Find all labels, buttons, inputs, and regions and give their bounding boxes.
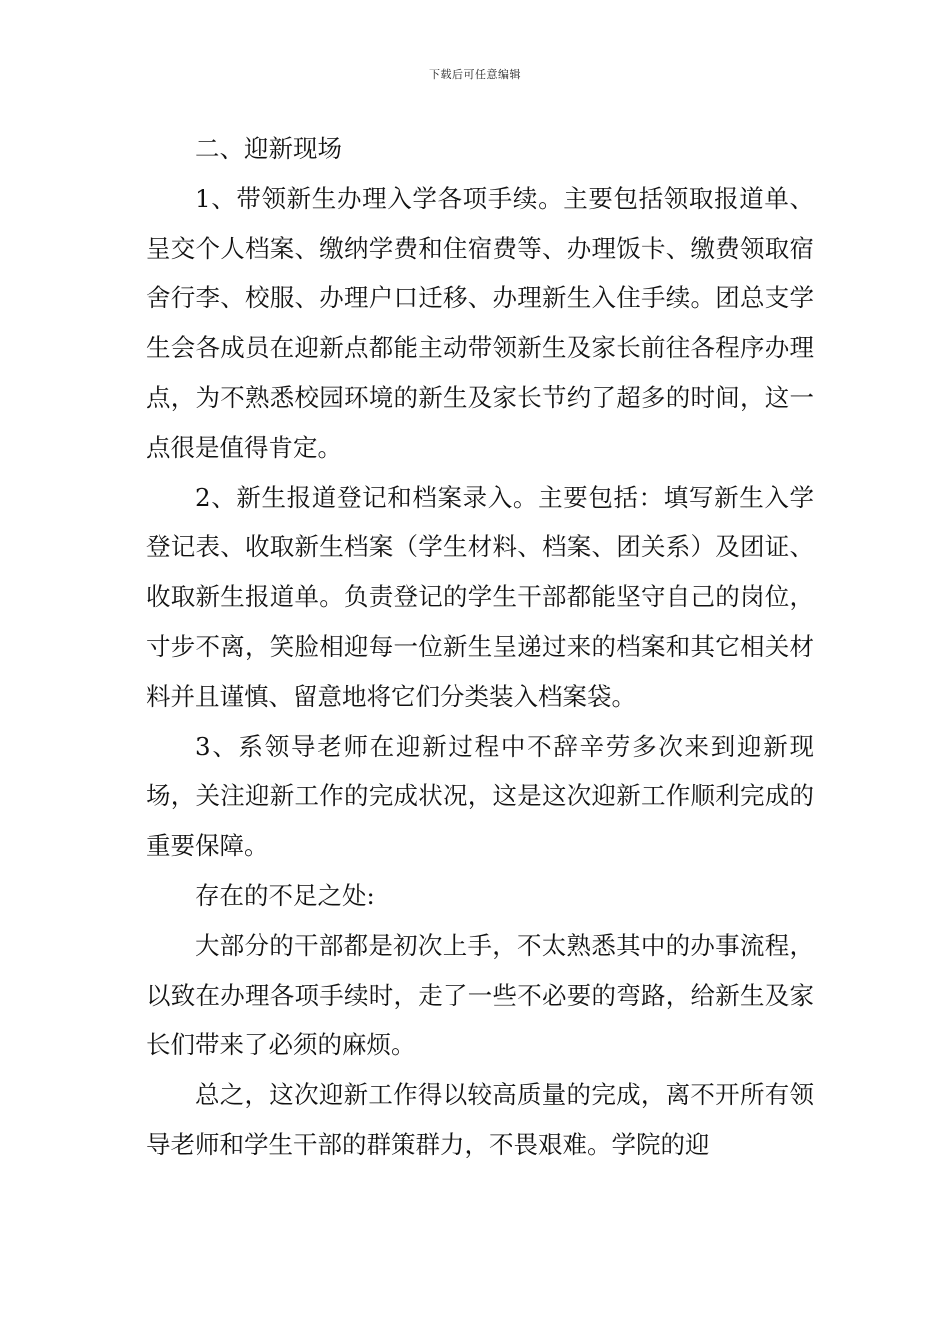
paragraph-2: 2、新生报道登记和档案录入。主要包括：填写新生入学登记表、收取新生档案（学生材料、档案、团关系）及团证、收取新生报道单。负责登记的学生干部都能坚守自己的岗位，寸步不离，笑脸相迎每一位新生呈递过来的档案和其它相关材料并且谨慎、留意地将它们分类装入档案袋。 <box>146 482 814 711</box>
page-header: 下载后可任意编辑 <box>429 68 521 81</box>
paragraph-shortcomings: 大部分的干部都是初次上手，不太熟悉其中的办事流程，以致在办理各项手续时，走了一些不必要的弯路，给新生及家长们带来了必须的麻烦。 <box>146 930 814 1060</box>
paragraph-conclusion: 总之，这次迎新工作得以较高质量的完成，离不开所有领导老师和学生干部的群策群力，不畏艰难。学院的迎 <box>146 1080 814 1159</box>
paragraph-3: 3、系领导老师在迎新过程中不辞辛劳多次来到迎新现场，关注迎新工作的完成状况，这是这次迎新工作顺利完成的重要保障。 <box>146 731 814 861</box>
paragraph-1: 1、带领新生办理入学各项手续。主要包括领取报道单、呈交个人档案、缴纳学费和住宿费等、办理饭卡、缴费领取宿舍行李、校服、办理户口迁移、办理新生入住手续。团总支学生会各成员在迎新点都能主动带领新生及家长前往各程序办理点，为不熟悉校园环境的新生及家长节约了超多的时间，这一点很是值得肯定。 <box>146 183 814 462</box>
document-body <box>146 124 814 1170</box>
paragraph-shortcomings-heading: 存在的不足之处: <box>195 880 375 910</box>
section-heading: 二、迎新现场 <box>195 134 342 163</box>
